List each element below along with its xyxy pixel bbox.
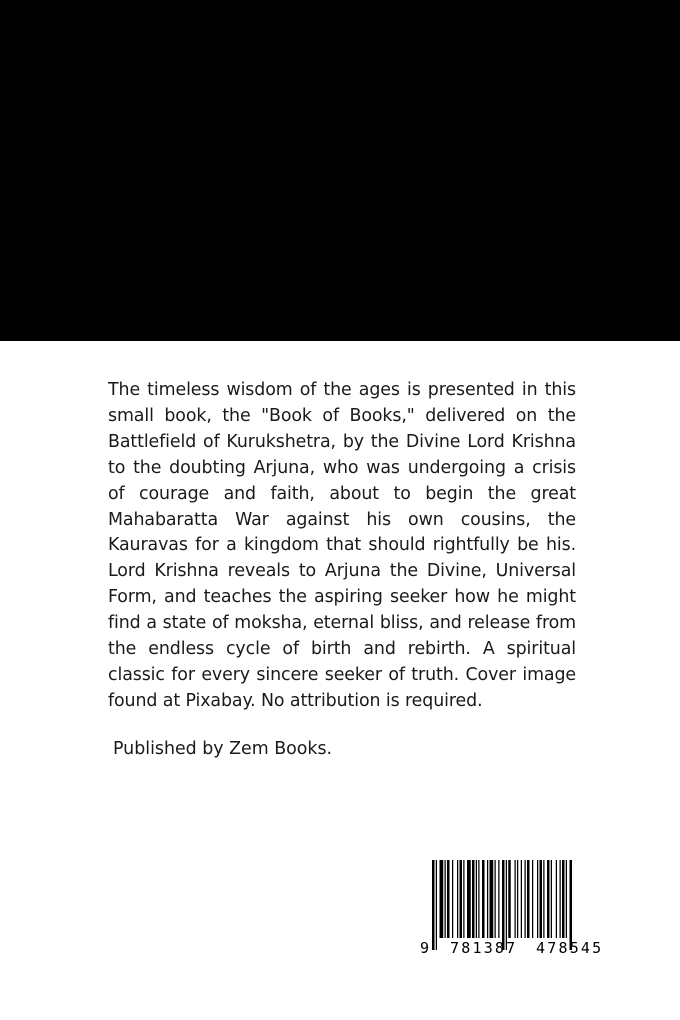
barcode-bar: [508, 860, 511, 938]
barcode-bar: [547, 860, 550, 938]
barcode-bar: [532, 860, 533, 938]
barcode-bar: [476, 860, 477, 938]
barcode-bar: [447, 860, 450, 938]
book-description: The timeless wisdom of the ages is presented in this small book, the "Book of Books," delivered on the Battlefield of Kurukshetra, by the Divine Lord Krishna to the doubting Arjuna, who was undergoing a crisis of courage and faith, about to begin the great Mahabaratta War against his own cousins, the Kauravas for a kingdom that should rightfully be his. Lord Krishna reveals to Arjuna the Divine, Universal Form, and teaches the aspiring seeker how he might find a state of moksha, eternal bliss, and release from the endless cycle of birth and rebirth. A spiritual classic for every sincere seeker of truth. Cover image found at Pixabay. No attribution is required.: [108, 380, 576, 711]
barcode-bar: [525, 860, 526, 938]
barcode-bar: [452, 860, 453, 938]
barcode-bar: [495, 860, 496, 938]
barcode-bar: [460, 860, 463, 938]
barcode-bar: [560, 860, 561, 938]
barcode-bar: [506, 860, 507, 950]
barcode-bar: [551, 860, 552, 938]
barcode-bar: [467, 860, 471, 938]
barcode-bar: [543, 860, 544, 938]
barcode-left-digits: 781387: [450, 939, 518, 957]
barcode-bar: [432, 860, 435, 950]
barcode-bar: [556, 860, 557, 938]
barcode-right-digits: 478545: [536, 939, 604, 957]
barcode-bar: [478, 860, 479, 938]
barcode-bar: [502, 860, 505, 950]
barcode-bar: [457, 860, 458, 938]
barcode-bar: [527, 860, 530, 938]
barcode-bar: [463, 860, 464, 938]
barcode-prefix-digit: 9: [420, 939, 430, 957]
barcode-bar: [566, 860, 567, 938]
barcode-bar: [498, 860, 499, 938]
publisher-line: Published by Zem Books.: [113, 739, 333, 759]
barcode-bar: [562, 860, 565, 938]
barcode-bars: [432, 860, 572, 950]
barcode-bar: [521, 860, 522, 938]
barcode-bar: [440, 860, 444, 938]
barcode-bar: [540, 860, 543, 938]
barcode-bar: [472, 860, 475, 938]
barcode-bar: [515, 860, 516, 938]
isbn-barcode: [418, 858, 616, 960]
barcode-bar: [490, 860, 494, 938]
barcode-graphic: [418, 858, 616, 960]
barcode-bar: [482, 860, 485, 938]
barcode-bar: [517, 860, 518, 938]
barcode-bar: [487, 860, 488, 938]
barcode-bar: [436, 860, 437, 950]
barcode-bar: [537, 860, 538, 938]
cover-image-black-band: [0, 0, 680, 341]
barcode-bar: [445, 860, 446, 938]
barcode-bar: [570, 860, 573, 950]
